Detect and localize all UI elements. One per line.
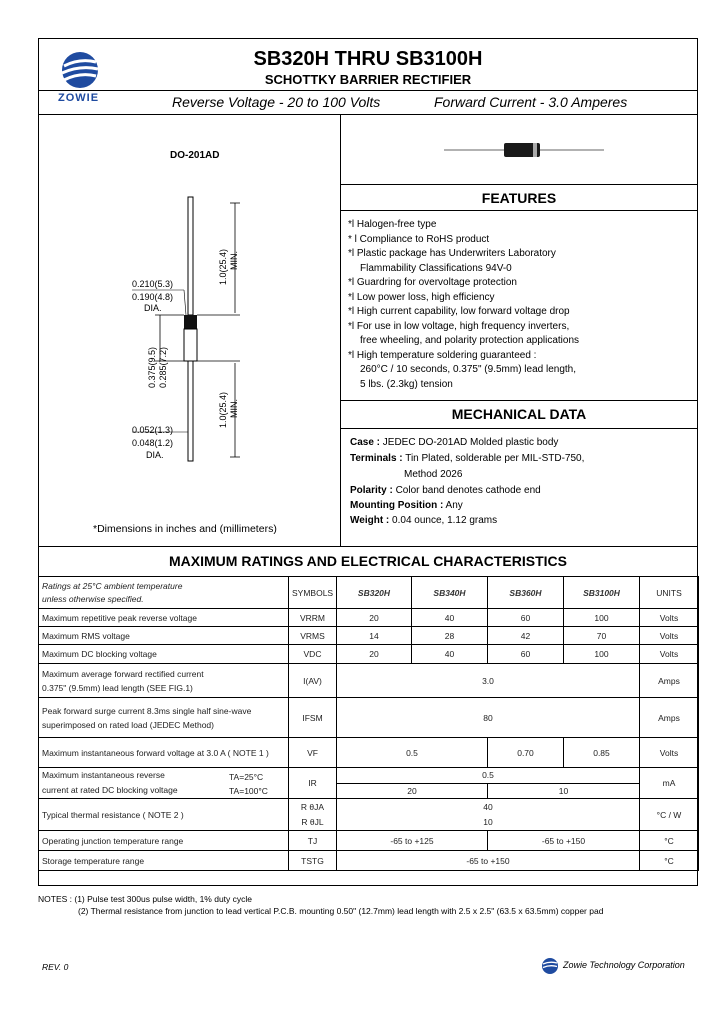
forward-current-rating: Forward Current - 3.0 Amperes — [434, 94, 628, 110]
note-2: (2) Thermal resistance from junction to lead vertical P.C.B. mounting 0.50" (12.7mm) lead length with 2.5 x 2.5" (63.5 x 63.5mm) copper pad — [78, 906, 604, 916]
value-cell: 100 — [564, 645, 640, 664]
symbol-cell: VDC — [289, 645, 337, 664]
value-cell: 0.5 — [337, 768, 640, 784]
features-heading: FEATURES — [481, 190, 557, 206]
table-row — [39, 738, 699, 768]
param-cell: Maximum RMS voltage — [39, 627, 289, 645]
page-title: SB320H THRU SB3100H — [253, 48, 483, 70]
value-cell: -65 to +150 — [337, 851, 640, 871]
lead-dia-max: 0.052(1.3) — [132, 425, 174, 435]
footer-company: Zowie Technology Corporation — [563, 960, 685, 970]
unit-cell: Volts — [640, 609, 699, 627]
symbol-cell: TSTG — [289, 851, 337, 871]
feature-item: *l For use in low voltage, high frequency inverters, — [348, 320, 570, 332]
unit-cell: °C — [640, 831, 699, 851]
feature-item: Flammability Classifications 94V-0 — [360, 262, 512, 274]
reverse-voltage-range: Reverse Voltage - 20 to 100 Volts — [172, 94, 381, 110]
value-cell: 42 — [488, 627, 564, 645]
lead-dia-label: DIA. — [146, 450, 164, 460]
table-row — [39, 645, 699, 664]
page-subtitle: SCHOTTKY BARRIER RECTIFIER — [264, 72, 472, 87]
lead-dia-min: 0.048(1.2) — [132, 438, 174, 448]
symbol-cell: R θJA R θJL — [289, 799, 337, 831]
diode-component-image — [444, 140, 604, 160]
table-row — [39, 664, 699, 698]
symbol-cell: VRRM — [289, 609, 337, 627]
value-cell: -65 to +125 — [337, 831, 488, 851]
value-cell: 20 — [337, 645, 412, 664]
note-1: NOTES : (1) Pulse test 300us pulse width, 1% duty cycle — [38, 894, 253, 904]
mech-polarity: Polarity : Color band denotes cathode end — [350, 485, 541, 496]
ratings-conditions: Ratings at 25°C ambient temperature unless otherwise specified. — [39, 577, 289, 609]
param-cell: Storage temperature range — [39, 851, 289, 871]
param-cell: Maximum instantaneous reverse current at rated DC blocking voltage TA=25°C TA=100°C — [39, 768, 289, 799]
value-cell: 70 — [564, 627, 640, 645]
body-length-min: 0.285(7.2) — [158, 346, 168, 388]
dimensions-note: *Dimensions in inches and (millimeters) — [93, 523, 277, 535]
col-symbols: SYMBOLS — [289, 577, 337, 609]
param-cell: Operating junction temperature range — [39, 831, 289, 851]
value-cell: 0.85 — [564, 738, 640, 768]
lead-length-top: 1.0(25.4) — [218, 248, 228, 285]
param-cell: Maximum repetitive peak reverse voltage — [39, 609, 289, 627]
col-part: SB320H — [337, 577, 412, 609]
value-cell: 3.0 — [337, 664, 640, 698]
value-cell: 10 — [488, 783, 640, 799]
value-cell: 28 — [412, 627, 488, 645]
feature-item: *l Guardring for overvoltage protection — [348, 277, 517, 288]
param-cell: Typical thermal resistance ( NOTE 2 ) — [39, 799, 289, 831]
feature-item: free wheeling, and polarity protection applications — [360, 335, 580, 346]
mech-terminals: Terminals : Tin Plated, solderable per MIL-STD-750, — [350, 453, 585, 464]
value-cell: 0.70 — [488, 738, 564, 768]
feature-item: * l Compliance to RoHS product — [348, 233, 490, 245]
value-cell: 20 — [337, 783, 488, 799]
symbol-cell: VF — [289, 738, 337, 768]
value-cell: -65 to +150 — [488, 831, 640, 851]
unit-cell: Volts — [640, 627, 699, 645]
body-dia-label: DIA. — [144, 303, 162, 313]
ratings-table — [38, 576, 699, 871]
lead-length-top-min: MIN. — [229, 251, 239, 270]
value-cell: 40 — [412, 645, 488, 664]
mech-terminals-method: Method 2026 — [404, 469, 463, 480]
mech-weight: Weight : 0.04 ounce, 1.12 grams — [350, 515, 498, 526]
unit-cell: °C / W — [640, 799, 699, 831]
symbol-cell: IR — [289, 768, 337, 799]
ratings-heading: MAXIMUM RATINGS AND ELECTRICAL CHARACTERISTICS — [169, 553, 567, 569]
unit-cell: °C — [640, 851, 699, 871]
logo-text: ZOWIE — [58, 92, 100, 104]
value-cell: 40 — [412, 609, 488, 627]
mech-mounting: Mounting Position : Any — [350, 500, 463, 511]
body-dia-min: 0.190(4.8) — [132, 292, 174, 302]
unit-cell: Amps — [640, 698, 699, 738]
table-row — [39, 768, 699, 784]
symbol-cell: VRMS — [289, 627, 337, 645]
feature-item: *l High temperature soldering guaranteed : — [348, 349, 537, 361]
unit-cell: mA — [640, 768, 699, 799]
mech-case: Case : JEDEC DO-201AD Molded plastic body — [350, 437, 559, 448]
col-part: SB3100H — [564, 577, 640, 609]
mechanical-heading: MECHANICAL DATA — [451, 406, 587, 422]
feature-item: *l Low power loss, high efficiency — [348, 291, 495, 303]
unit-cell: Volts — [640, 738, 699, 768]
feature-item: *l Halogen-free type — [348, 219, 437, 230]
value-cell: 60 — [488, 609, 564, 627]
table-row — [39, 799, 699, 831]
value-cell: 20 — [337, 609, 412, 627]
feature-item: *l Plastic package has Underwriters Laboratory — [348, 248, 556, 259]
table-row — [39, 831, 699, 851]
body-length-max: 0.375(9.5) — [147, 346, 157, 388]
unit-cell: Amps — [640, 664, 699, 698]
value-cell: 40 10 — [337, 799, 640, 831]
param-cell: Maximum average forward rectified current 0.375" (9.5mm) lead length (SEE FIG.1) — [39, 664, 289, 698]
table-header-row — [39, 577, 699, 609]
symbol-cell: I(AV) — [289, 664, 337, 698]
param-cell: Maximum DC blocking voltage — [39, 645, 289, 664]
zowie-footer-globe-icon — [541, 957, 559, 975]
value-cell: 80 — [337, 698, 640, 738]
table-row — [39, 627, 699, 645]
col-part: SB360H — [488, 577, 564, 609]
feature-item: *l High current capability, low forward voltage drop — [348, 306, 570, 317]
feature-item: 260°C / 10 seconds, 0.375" (9.5mm) lead length, — [360, 364, 577, 375]
table-row — [39, 698, 699, 738]
table-row — [39, 851, 699, 871]
body-dia-max: 0.210(5.3) — [132, 279, 174, 289]
col-units: UNITS — [640, 577, 699, 609]
lead-length-bot: 1.0(25.4) — [218, 391, 228, 428]
value-cell: 14 — [337, 627, 412, 645]
unit-cell: Volts — [640, 645, 699, 664]
value-cell: 60 — [488, 645, 564, 664]
feature-item: 5 lbs. (2.3kg) tension — [360, 378, 453, 390]
value-cell: 100 — [564, 609, 640, 627]
value-cell: 0.5 — [337, 738, 488, 768]
lead-length-bot-min: MIN. — [229, 399, 239, 418]
package-name: DO-201AD — [170, 150, 220, 161]
revision: REV. 0 — [42, 962, 69, 972]
symbol-cell: TJ — [289, 831, 337, 851]
param-cell: Peak forward surge current 8.3ms single half sine-wave superimposed on rated load (JEDEC Method) — [39, 698, 289, 738]
symbol-cell: IFSM — [289, 698, 337, 738]
table-row — [39, 609, 699, 627]
param-cell: Maximum instantaneous forward voltage at 3.0 A ( NOTE 1 ) — [39, 738, 289, 768]
col-part: SB340H — [412, 577, 488, 609]
